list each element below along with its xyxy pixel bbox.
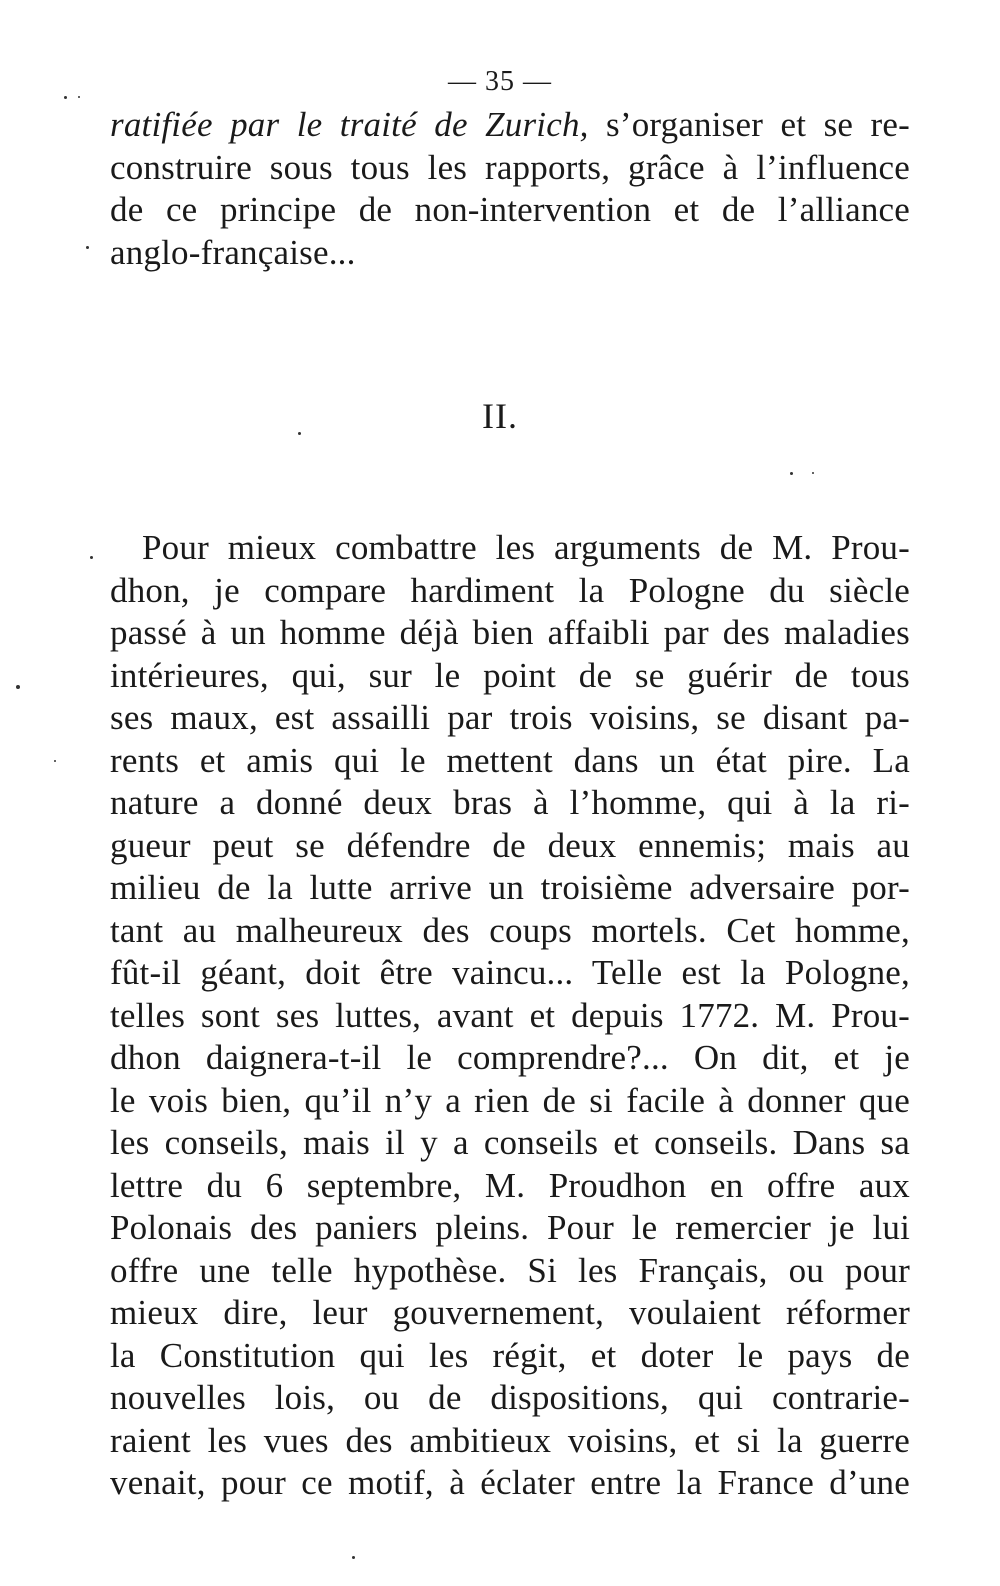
scan-speck bbox=[812, 472, 814, 474]
body-line: le vois bien, qu’il n’y a rien de si facile à donner que bbox=[110, 1080, 910, 1120]
body-line: Polonais des paniers pleins. Pour le remercier je lui bbox=[110, 1208, 910, 1247]
body-line: milieu de la lutte arrive un troisième adversaire por- bbox=[110, 868, 910, 907]
body-line: rents et amis qui le mettent dans un état pire. La bbox=[110, 740, 910, 780]
body-line: gueur peut se défendre de deux ennemis; mais au bbox=[110, 825, 910, 865]
opening-line-3: de ce principe de non-intervention et de l’alliance bbox=[110, 190, 910, 229]
body-line: fût-il géant, doit être vaincu... Telle est la Pologne, bbox=[110, 953, 910, 992]
body-line: Pour mieux combattre les arguments de M. Prou- bbox=[142, 528, 910, 567]
body-line: dhon, je compare hardiment la Pologne du siècle bbox=[110, 570, 910, 610]
opening-line-1-rest: s’organiser et se re- bbox=[588, 105, 910, 144]
scan-speck bbox=[352, 1556, 355, 1559]
body-line: mieux dire, leur gouvernement, voulaient réformer bbox=[110, 1293, 910, 1332]
scan-speck bbox=[298, 432, 301, 435]
body-line: dhon daignera-t-il le comprendre?... On dit, et je bbox=[110, 1038, 910, 1077]
scan-speck bbox=[78, 96, 80, 98]
body-line: lettre du 6 septembre, M. Proudhon en offre aux bbox=[110, 1165, 910, 1205]
body-line: tant au malheureux des coups mortels. Cet homme, bbox=[110, 910, 910, 950]
body-line: passé à un homme déjà bien affaibli par des maladies bbox=[110, 613, 910, 652]
body-line: nouvelles lois, ou de dispositions, qui contrarie- bbox=[110, 1378, 910, 1417]
scan-speck bbox=[54, 760, 56, 762]
opening-line-2: construire sous tous les rapports, grâce à l’influence bbox=[110, 147, 910, 187]
body-line: nature a donné deux bras à l’homme, qui à la ri- bbox=[110, 783, 910, 822]
scan-speck bbox=[64, 96, 67, 99]
body-line: ses maux, est assailli par trois voisins, se disant pa- bbox=[110, 698, 910, 737]
scan-speck bbox=[86, 246, 89, 249]
opening-paragraph bbox=[110, 104, 910, 274]
body-line: telles sont ses luttes, avant et depuis 1772. M. Prou- bbox=[110, 995, 910, 1035]
body-paragraph bbox=[110, 527, 910, 1505]
page-number: — 35 — bbox=[448, 66, 552, 97]
scan-speck bbox=[790, 472, 793, 475]
body-line: raient les vues des ambitieux voisins, et si la guerre bbox=[110, 1420, 910, 1460]
opening-line-4: anglo-française... bbox=[110, 232, 356, 272]
body-line: la Constitution qui les régit, et doter le pays de bbox=[110, 1335, 910, 1375]
opening-line-1 bbox=[110, 104, 910, 147]
treaty-reference: ratifiée par le traité de Zurich, bbox=[110, 105, 589, 144]
section-heading: II. bbox=[482, 396, 518, 436]
scan-speck bbox=[16, 685, 20, 689]
body-line: intérieures, qui, sur le point de se guérir de tous bbox=[110, 655, 910, 695]
body-line: venait, pour ce motif, à éclater entre la France d’une bbox=[110, 1463, 910, 1502]
body-line: les conseils, mais il y a conseils et conseils. Dans sa bbox=[110, 1123, 910, 1162]
body-line: offre une telle hypothèse. Si les Français, ou pour bbox=[110, 1250, 910, 1290]
scan-speck bbox=[90, 556, 93, 559]
